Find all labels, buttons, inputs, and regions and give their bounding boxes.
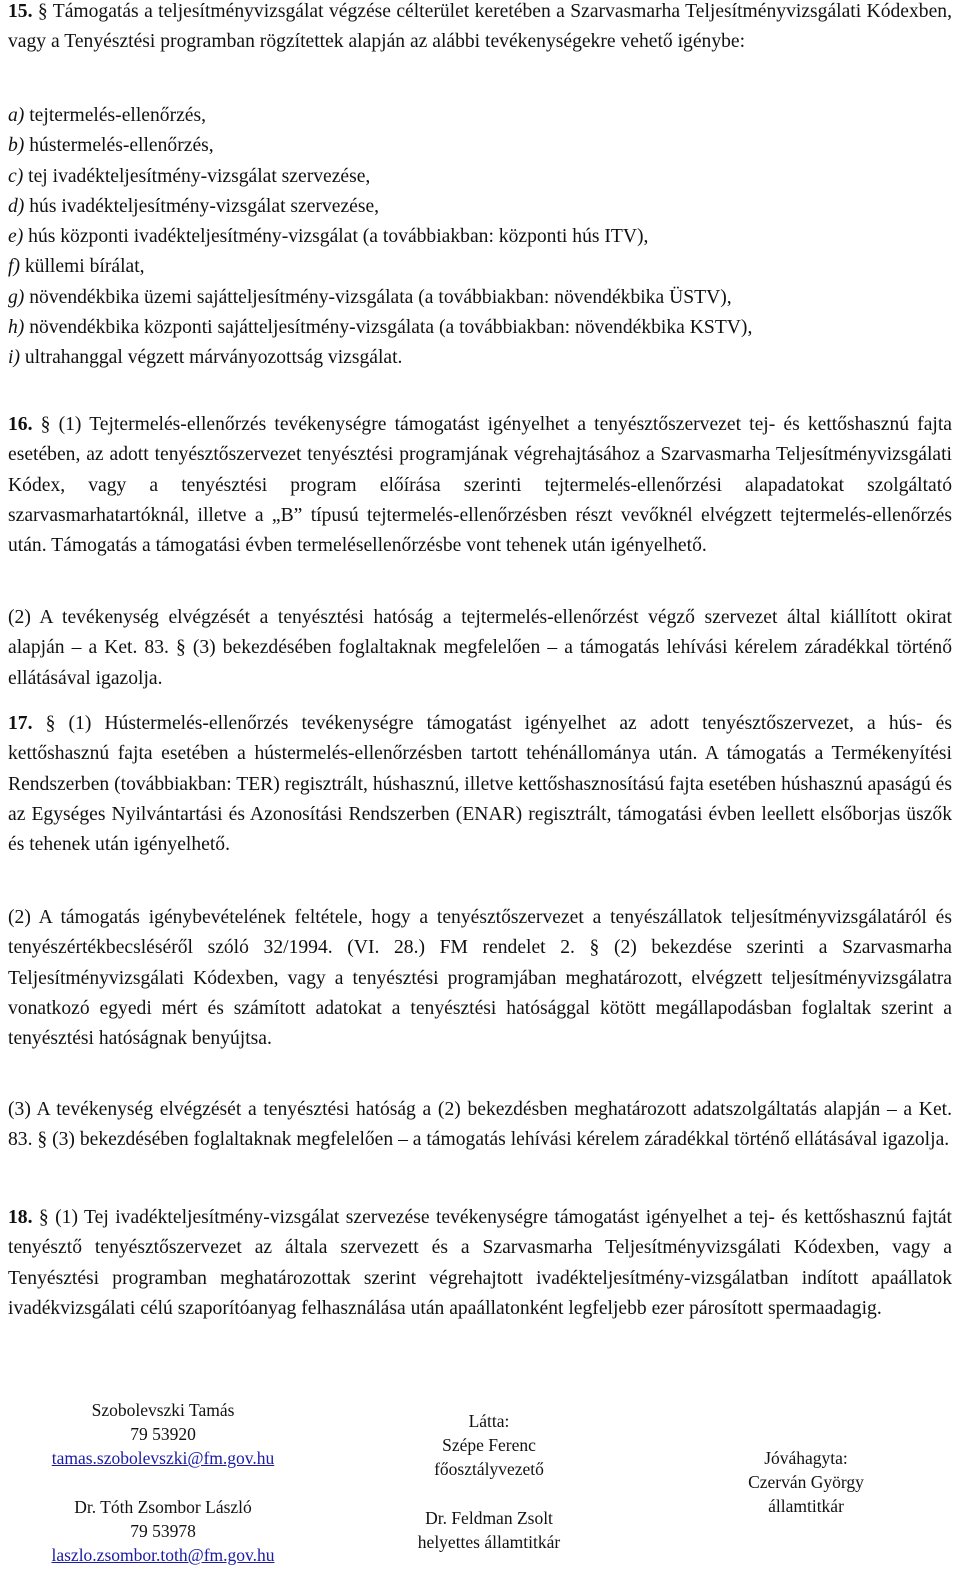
- section-number: 16.: [8, 414, 33, 435]
- reviewer-title: főosztályvezető: [434, 1459, 544, 1480]
- signature-block-prepared-by: [22, 1398, 304, 1567]
- list-item: [8, 131, 952, 161]
- list-item-label: i): [8, 347, 20, 369]
- list-item: [8, 101, 952, 131]
- section-text: § Támogatás a teljesítményvizsgálat végzése célterület keretében a Szarvasmarha Teljesítményvizsgálati Kódexben, vagy a Tenyésztési programban rögzítettek alapján az alábbi tevékenységekre vehető igénybe:: [8, 1, 952, 53]
- reviewer-title: helyettes államtitkár: [417, 1532, 561, 1552]
- list-item: [8, 162, 952, 192]
- section-17-paragraph-3: (3) A tevékenység elvégzését a tenyésztési hatóság a (2) bekezdésben meghatározott adatszolgáltatás alapján – a Ket. 83. § (3) bekezdésében foglaltaknak megfelelően – a támogatás lehívási kérelem záradékkal történő ellátásával igazolja.: [8, 1099, 952, 1151]
- approved-label: Jóváhagyta:: [764, 1448, 848, 1468]
- list-item-label: a): [8, 105, 25, 126]
- activity-list: [8, 101, 952, 374]
- list-item: [8, 313, 952, 343]
- list-item: [8, 343, 952, 373]
- section-18: [8, 1203, 952, 1324]
- list-item-text: tejtermelés-ellenőrzés,: [29, 105, 207, 126]
- section-16: [8, 410, 952, 561]
- section-17-paragraph-2: (2) A támogatás igénybevételének feltétele, hogy a tenyésztőszervezet a tenyészállatok teljesítményvizsgálatáról és tenyészértékbecsléséről szóló 32/1994. (VI. 28.) FM rendelet 2. § (2) bekezdése szerinti a Szarvasmarha Teljesítményvizsgálati Kódexben, vagy a tenyésztési programjában meghatározott, elvégzett teljesítményvizsgálatra vonatkozó egyedi mért és számított adatokat a tenyésztési hatósággal kötött megállapodásban foglaltak szerint a tenyésztési hatóságnak benyújtsa.: [8, 907, 952, 1050]
- seen-label: Látta:: [468, 1411, 510, 1431]
- signature-block-seen-by: [396, 1409, 582, 1554]
- list-item-text: küllemi bírálat,: [24, 256, 145, 278]
- preparer-name: Szobolevszki Tamás: [91, 1400, 235, 1420]
- section-number: 18.: [8, 1207, 33, 1228]
- approver-title: államtitkár: [768, 1496, 844, 1517]
- list-item-label: h): [8, 317, 25, 339]
- preparer-name: Dr. Tóth Zsombor László: [74, 1496, 252, 1517]
- section-17: [8, 709, 952, 860]
- list-item: [8, 252, 952, 282]
- section-17-paragraph-1: [8, 709, 952, 860]
- list-item-text: hús ivadékteljesítmény-vizsgálat szervezése,: [29, 195, 380, 217]
- reviewer-name: Dr. Feldman Zsolt: [425, 1507, 553, 1528]
- section-text: § (1) Tejtermelés-ellenőrzés tevékenységre támogatást igényelhet a tenyésztőszervezet tej- és kettőshasznú fajta esetében, az adott tenyésztőszervezet tenyésztési programjának végrehajtásához a Szarvasmarha Teljesítményvizsgálati Kódex, vagy a tenyésztési program előírása szerinti tejtermelés-ellenőrzési alapadatokat szolgáltató szarvasmarhatartóknál, illetve a „B” típusú tejtermelés-ellenőrzésben részt vevőknél elvégzett tejtermelés-ellenőrzés után. Támogatás a támogatási évben termelésellenőrzésbe vont tehenek után igényelhető.: [8, 414, 952, 557]
- list-item-text: növendékbika központi sajátteljesítmény-vizsgálata (a továbbiakban: növendékbika KSTV),: [29, 317, 753, 339]
- section-text: § (1) Tej ivadékteljesítmény-vizsgálat szervezése tevékenységre támogatást igényelhet a tej- és kettőshasznú fajtát tenyésztő tenyésztőszervezet az általa szervezett és a Szarvasmarha Teljesítményvizsgálati Kódexben, vagy a Tenyésztési programban meghatározottak szerint végrehajtott ivadékteljesítmény-vizsgálatban indított apaállatok ivadékvizsgálati célú szaporítóanyag felhasználása után apaállatonként legfeljebb ezer párosított spermaadagig.: [8, 1207, 952, 1319]
- reviewer-name: Szépe Ferenc: [442, 1435, 536, 1456]
- preparer-phone: 79 53978: [130, 1521, 196, 1541]
- list-item-label: d): [8, 195, 25, 217]
- list-item-label: c): [8, 165, 24, 187]
- list-item-text: növendékbika üzemi sajátteljesítmény-vizsgálata (a továbbiakban: növendékbika ÜSTV),: [29, 286, 732, 308]
- list-item: [8, 222, 952, 252]
- list-item-text: hús központi ivadékteljesítmény-vizsgálat (a továbbiakban: központi hús ITV),: [28, 226, 649, 248]
- section-16-paragraph-2: (2) A tevékenység elvégzését a tenyésztési hatóság a tejtermelés-ellenőrzést végző szervezet által kiállított okirat alapján – a Ket. 83. § (3) bekezdésében foglaltaknak megfelelően – a támogatás lehívási kérelem záradékkal történő ellátásával igazolja.: [8, 607, 952, 689]
- list-item-text: tej ivadékteljesítmény-vizsgálat szervezése,: [28, 165, 371, 187]
- list-item-text: ultrahanggal végzett márványozottság vizsgálat.: [24, 347, 403, 369]
- list-item-label: g): [8, 286, 25, 308]
- section-text: § (1) Hústermelés-ellenőrzés tevékenységre támogatást igényelhet az adott tenyésztőszervezet, a hús- és kettőshasznú fajta esetében a hústermelés-ellenőrzésben tartott tehénállománya után. A támogatás a Termékenyítési Rendszerben (továbbiakban: TER) regisztrált, húshasznú, illetve kettőshasznosítású fajta esetében húshasznú apaságú és az Egységes Nyilvántartási és Azonosítási Rendszerben (ENAR) regisztrált, támogatási évben leellett elsőborjas üszők és tehenek után igényelhető.: [8, 713, 952, 856]
- preparer-email-link[interactable]: tamas.szobolevszki@fm.gov.hu: [51, 1448, 275, 1469]
- section-number: 17.: [8, 713, 33, 734]
- section-16-paragraph-1: [8, 410, 952, 561]
- section-18-paragraph-1: [8, 1203, 952, 1324]
- section-number: 15.: [8, 1, 33, 22]
- list-item: [8, 283, 952, 313]
- approver-name: Czerván György: [748, 1472, 864, 1493]
- list-item-label: e): [8, 226, 24, 248]
- preparer-email-link[interactable]: laszlo.zsombor.toth@fm.gov.hu: [51, 1545, 275, 1566]
- signature-block-approved-by: [730, 1446, 882, 1519]
- list-item: [8, 192, 952, 222]
- section-15-intro: [8, 0, 952, 58]
- list-item-label: b): [8, 135, 25, 157]
- section-15: [8, 0, 952, 58]
- list-item-label: f): [8, 256, 20, 278]
- list-item-text: hústermelés-ellenőrzés,: [29, 135, 214, 157]
- preparer-phone: 79 53920: [130, 1424, 196, 1445]
